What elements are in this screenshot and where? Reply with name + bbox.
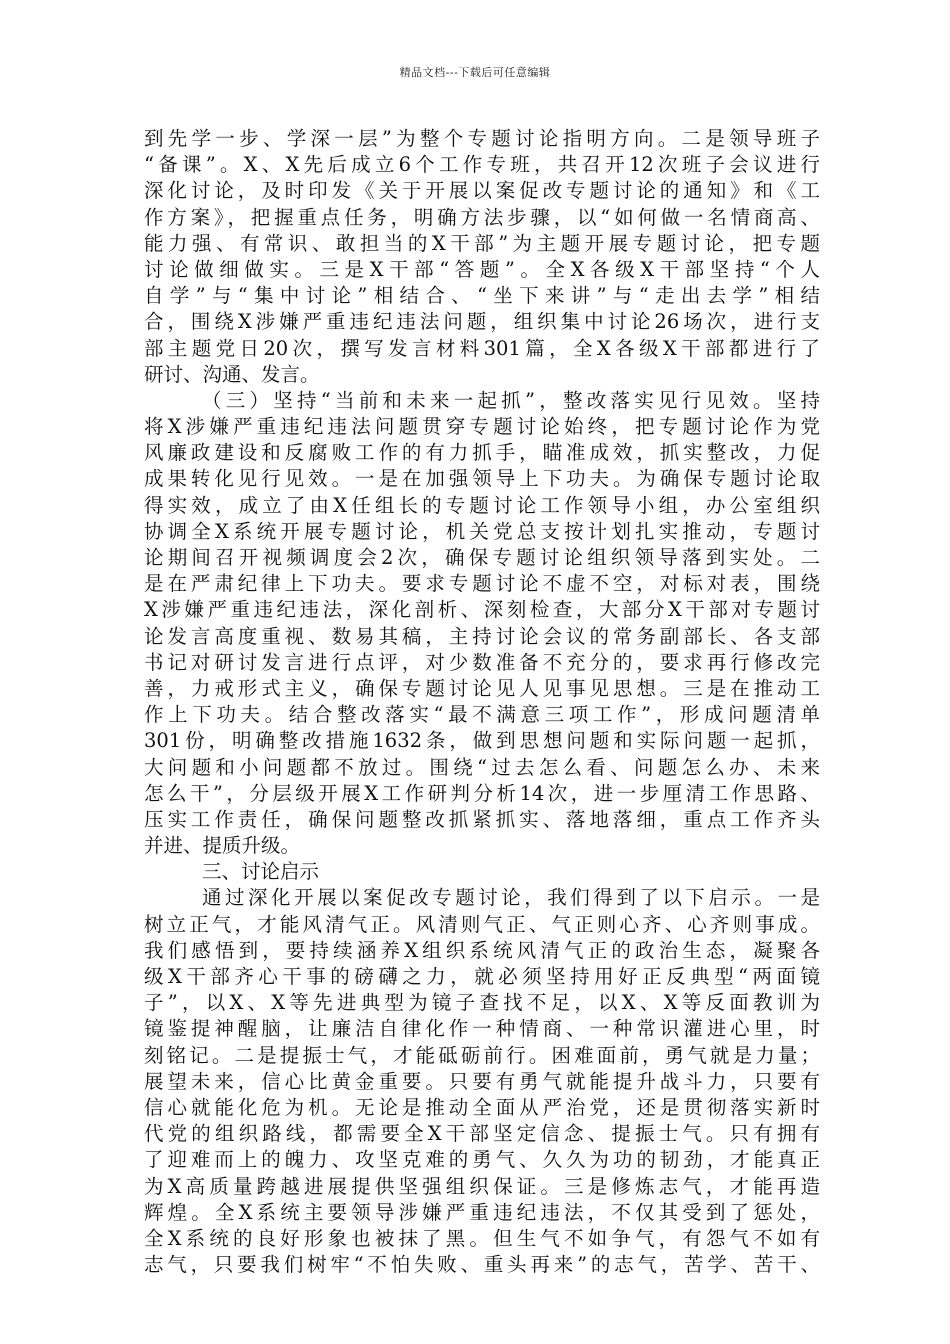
text-line: 通过深化开展以案促改专题讨论，我们得到了以下启示。一是 <box>202 886 820 910</box>
text-line: 得实效，成立了由X任组长的专题讨论工作领导小组，办公室组织 <box>144 493 820 517</box>
text-line: 了迎难而上的魄力、攻坚克难的勇气、久久为功的韧劲，才能真正 <box>144 1148 820 1172</box>
text-line: 作上下功夫。结合整改落实“最不满意三项工作”，形成问题清单 <box>144 703 820 727</box>
text-line: 级X干部齐心干事的磅礴之力，就必须坚持用好正反典型“两面镜 <box>144 965 820 988</box>
text-line: 为X高质量跨越进展提供坚强组织保证。三是修炼志气，才能再造 <box>144 1174 820 1198</box>
text-line: 是在严肃纪律上下功夫。要求专题讨论不虚不空，对标对表，围绕 <box>144 572 820 596</box>
text-line: 刻铭记。二是提振士气，才能砥砺前行。困难面前，勇气就是力量； <box>144 1043 820 1067</box>
text-line: 我们感悟到，要持续涵养X组织系统风清气正的政治生态，凝聚各 <box>144 938 820 962</box>
text-line: 自学”与“集中讨论”相结合、“坐下来讲”与“走出去学”相结 <box>144 284 820 308</box>
text-line: （三）坚持“当前和未来一起抓”，整改落实见行见效。坚持 <box>202 388 820 412</box>
page-header: 精品文档---下载后可任意编辑 <box>399 66 551 79</box>
text-line: 志气，只要我们树牢“不怕失败、重头再来”的志气，苦学、苦干、 <box>144 1253 820 1277</box>
text-line: 深化讨论，及时印发《关于开展以案促改专题讨论的通知》和《工 <box>144 179 820 203</box>
text-line: 树立正气，才能风清气正。风清则气正、气正则心齐、心齐则事成。 <box>144 912 820 936</box>
text-line: 讨论做细做实。三是X干部“答题”。全X各级X干部坚持“个人 <box>144 257 820 281</box>
text-line: 子”，以X、X等先进典型为镜子查找不足，以X、X等反面教训为 <box>144 991 820 1015</box>
text-line: 部主题党日20次，撰写发言材料301篇，全X各级X干部都进行了 <box>144 336 820 360</box>
text-line: 镜鉴提神醒脑，让廉洁自律化作一种情商、一种常识灌进心里，时 <box>144 1017 820 1041</box>
text-line: 能力强、有常识、敢担当的X干部”为主题开展专题讨论，把专题 <box>144 231 820 255</box>
text-line: 论发言高度重视、数易其稿，主持讨论会议的常务副部长、各支部 <box>144 624 820 648</box>
document-body <box>144 126 820 1278</box>
text-line: 301份，明确整改措施1632条，做到思想问题和实际问题一起抓， <box>144 729 820 753</box>
text-line: 善，力戒形式主义，确保专题讨论见人见事见思想。三是在推动工 <box>144 676 820 700</box>
text-line: 研讨、沟通、发言。 <box>144 362 320 386</box>
text-line: 三、讨论启示 <box>202 860 320 884</box>
text-line: 信心就能化危为机。无论是推动全面从严治党，还是贯彻落实新时 <box>144 1095 820 1119</box>
text-line: 成果转化见行见效。一是在加强领导上下功夫。为确保专题讨论取 <box>144 467 820 491</box>
text-line: 代党的组织路线，都需要全X干部坚定信念、提振士气。只有拥有 <box>144 1122 820 1146</box>
text-line: 论期间召开视频调度会2次，确保专题讨论组织领导落到实处。二 <box>144 546 820 569</box>
text-line: 合，围绕X涉嫌严重违纪违法问题，组织集中讨论26场次，进行支 <box>144 310 820 334</box>
text-line: 压实工作责任，确保问题整改抓紧抓实、落地落细，重点工作齐头 <box>144 807 820 831</box>
text-line: 风廉政建设和反腐败工作的有力抓手，瞄准成效，抓实整改，力促 <box>144 441 820 465</box>
text-line: 怎么干”，分层级开展X工作研判分析14次，进一步厘清工作思路、 <box>144 781 820 805</box>
text-line: “备课”。X、X先后成立6个工作专班，共召开12次班子会议进行 <box>144 153 820 177</box>
text-line: 作方案》，把握重点任务，明确方法步骤，以“如何做一名情商高、 <box>144 205 820 229</box>
text-line: 展望未来，信心比黄金重要。只要有勇气就能提升战斗力，只要有 <box>144 1069 820 1093</box>
text-line: 将X涉嫌严重违纪违法问题贯穿专题讨论始终，把专题讨论作为党 <box>144 415 820 439</box>
text-line: 书记对研讨发言进行点评，对少数准备不充分的，要求再行修改完 <box>144 650 820 674</box>
text-line: X涉嫌严重违纪违法，深化剖析、深刻检查，大部分X干部对专题讨 <box>144 598 820 622</box>
text-line: 全X系统的良好形象也被抹了黑。但生气不如争气，有怨气不如有 <box>144 1226 820 1250</box>
text-line: 大问题和小问题都不放过。围绕“过去怎么看、问题怎么办、未来 <box>144 755 820 779</box>
text-line: 到先学一步、学深一层”为整个专题讨论指明方向。二是领导班子 <box>144 127 820 150</box>
text-line: 协调全X系统开展专题讨论，机关党总支按计划扎实推动，专题讨 <box>144 519 820 543</box>
text-line: 并进、提质升级。 <box>144 834 301 858</box>
text-line: 辉煌。全X系统主要领导涉嫌严重违纪违法，不仅其受到了惩处， <box>144 1200 820 1224</box>
